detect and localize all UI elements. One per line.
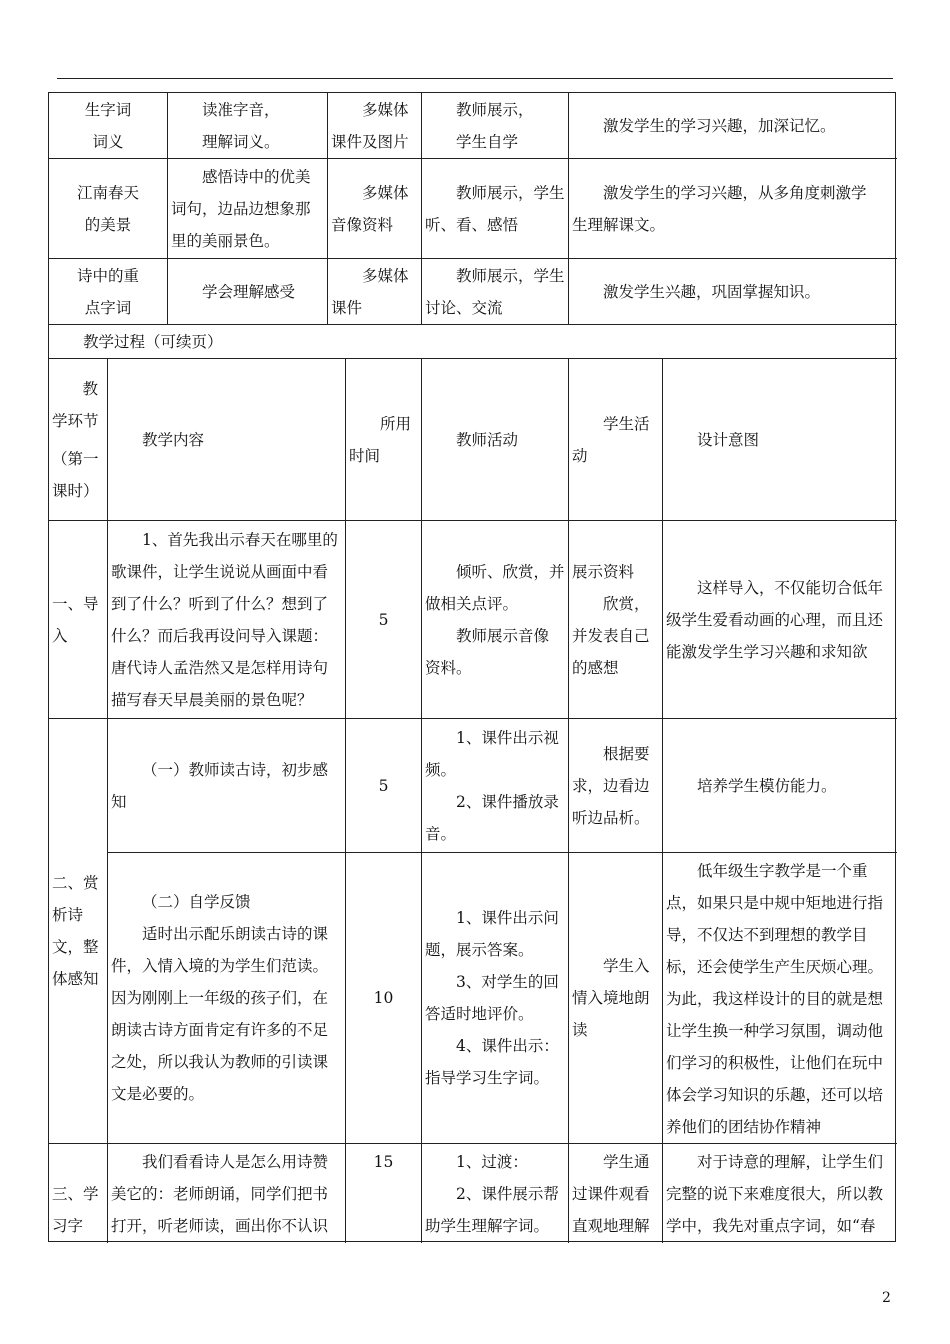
stage-design: 低年级生字教学是一个重 点，如果只是中规中矩地进行指 导，不仅达不到理想的教学目 标，还会使学生产生厌烦心理。 为此，我这样设计的目的就是想 让学生换一种学习氛围，调动他 们学习的积极性，让他们在玩中 体会学习知识的乐趣，还可以培 养他们的团结协作精神: [663, 853, 897, 1144]
stage-student: 展示资料 欣赏， 并发表自己 的感想: [569, 521, 663, 719]
summary-media: 多媒体 音像资料: [328, 159, 422, 259]
summary-method: 教师展示， 学生自学: [422, 93, 569, 159]
stage-content: 我们看看诗人是怎么用诗赞 美它的：老师朗诵，同学们把书 打开，听老师读，画出你不认识: [108, 1144, 346, 1243]
summary-purpose: 激发学生的学习兴趣，加深记忆。: [569, 93, 897, 159]
summary-topic: 诗中的重 点字词: [49, 259, 168, 325]
summary-media: 多媒体 课件及图片: [328, 93, 422, 159]
header-content: 教学内容: [108, 359, 346, 521]
stage-label: 一、导 入: [49, 521, 108, 719]
header-teacher: 教师活动: [422, 359, 569, 521]
stage-student: 学生通 过课件观看 直观地理解: [569, 1144, 663, 1243]
lesson-plan-table: [48, 92, 896, 1242]
header-time: 所用 时间: [346, 359, 422, 521]
summary-media: 多媒体 课件: [328, 259, 422, 325]
summary-purpose: 激发学生兴趣，巩固掌握知识。: [569, 259, 897, 325]
stage-time: 5: [346, 521, 422, 719]
summary-purpose: 激发学生的学习兴趣，从多角度刺激学 生理解课文。: [569, 159, 897, 259]
summary-goal: 读准字音， 理解词义。: [168, 93, 328, 159]
page-number: 2: [882, 1290, 891, 1306]
header-rule: [57, 78, 893, 79]
stage-content: 1、首先我出示春天在哪里的 歌课件，让学生说说从画面中看 到了什么？听到了什么？想到了 什么？而后我再设问导入课题： 唐代诗人孟浩然又是怎样用诗句 描写春天早晨美丽的景色呢？: [108, 521, 346, 719]
stage-teacher: 1、过渡： 2、课件展示帮 助学生理解字词。: [422, 1144, 569, 1243]
stage-time: 15: [346, 1144, 422, 1243]
summary-method: 教师展示，学生 讨论、交流: [422, 259, 569, 325]
header-design: 设计意图: [663, 359, 897, 521]
summary-topic: 生字词 词义: [49, 93, 168, 159]
summary-method: 教师展示，学生 听、看、感悟: [422, 159, 569, 259]
stage-student: 学生入 情入境地朗 读: [569, 853, 663, 1144]
stage-time: 5: [346, 719, 422, 853]
stage-design: 对于诗意的理解，让学生们 完整的说下来难度很大，所以教 学中，我先对重点字词，如“春: [666, 1153, 884, 1235]
stage-content: （二）自学反馈 适时出示配乐朗读古诗的课 件，入情入境的为学生们范读。 因为刚刚上一年级的孩子们，在 朗读古诗方面肯定有许多的不足 之处，所以我认为教师的引读课 文是必要的。: [108, 853, 346, 1144]
process-title: 教学过程（可续页）: [49, 325, 897, 359]
header-student: 学生活 动: [569, 359, 663, 521]
stage-design: 这样导入，不仅能切合低年 级学生爱看动画的心理，而且还 能激发学生学习兴趣和求知欲: [663, 521, 897, 719]
stage-teacher: 1、课件出示视 频。 2、课件播放录 音。: [422, 719, 569, 853]
stage-content: （一）教师读古诗，初步感知: [108, 719, 346, 853]
stage-teacher: 倾听、欣赏，并 做相关点评。 教师展示音像 资料。: [422, 521, 569, 719]
summary-goal: 感悟诗中的优美 词句，边品边想象那 里的美丽景色。: [168, 159, 328, 259]
stage-time: 10: [346, 853, 422, 1144]
stage-design: 培养学生模仿能力。: [663, 719, 897, 853]
stage-label: 三、学 习字: [49, 1144, 108, 1243]
summary-goal: 学会理解感受: [168, 259, 328, 325]
stage-label: 二、赏 析诗 文，整 体感知: [49, 719, 108, 1144]
summary-topic: 江南春天 的美景: [49, 159, 168, 259]
stage-teacher: 1、课件出示问 题，展示答案。 3、对学生的回 答适时地评价。 4、课件出示： 指导学习生字词。: [422, 853, 569, 1144]
stage-student: 根据要 求，边看边 听边品析。: [569, 719, 663, 853]
header-stage: 教 学环节 （第一 课时）: [49, 359, 108, 521]
